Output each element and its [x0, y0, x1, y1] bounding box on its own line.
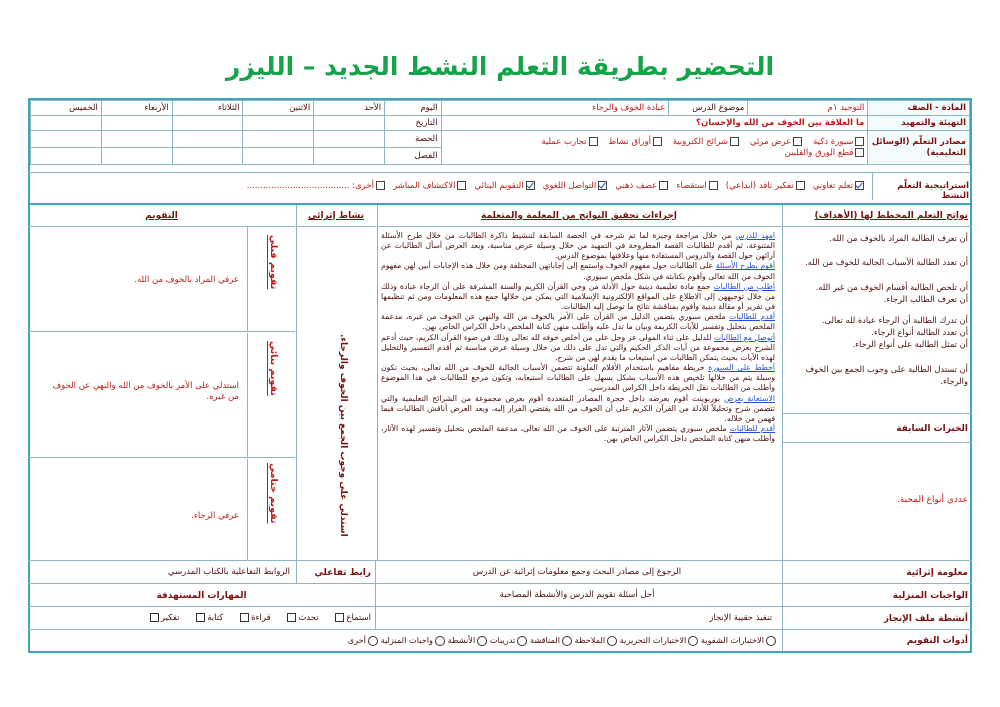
- tool-8: أخرى: [347, 635, 366, 645]
- strategy-item-4: عصف ذهني: [615, 181, 658, 191]
- tool-6: الأنشطة: [447, 635, 476, 645]
- tool-1: الاختبارات الشفوية: [700, 635, 764, 645]
- tools-row: [28, 630, 972, 651]
- header-table: [30, 100, 970, 165]
- resource-3: شرائح الكترونية: [672, 137, 729, 148]
- tool-4: المناقشة: [529, 635, 561, 645]
- procedure-2: أقوم بطرح الأسئلة على الطالبات حول مفهوم الخوف واستمع إلى إجاباتهن المختلفة ومن خلال هذه الإجابات أبين لهن مفهوم الخوف من الله تعالى وأقوم بكتابته في شكل ملخص سبوري.: [381, 261, 775, 281]
- outcome-4: أن تعرف الطالب الرجاء.: [883, 293, 968, 304]
- strategy-items: [247, 181, 864, 191]
- resource-1: سبورة ذكية: [813, 137, 854, 148]
- tools-label: أدوات التقويم: [782, 630, 972, 651]
- procedure-8: أقدم للطالبات ملخص سبوري يتضمن الآثار المترتبة على الخوف من الله تعالى، مدعمة الملخص بتحليل وتفسير لهذه الآثار، وأطلب منهن كتابة الملخص داخل الكراس الخاص بهن.: [381, 423, 776, 444]
- class-label: الفصل: [385, 148, 441, 165]
- strategy-label: استراتيجية التعلّم النشط: [872, 173, 972, 200]
- strategy-item-5: التواصل اللغوي: [542, 181, 597, 191]
- strategy-item-2: تفكير ناقد (ابداعي): [725, 181, 794, 191]
- resources-list: [441, 131, 868, 165]
- day-4: الأربعاء: [101, 101, 172, 116]
- procedures-column: [377, 205, 781, 561]
- tool-5: تدريبات: [489, 635, 516, 645]
- main-body: [28, 203, 972, 561]
- subject-label: المادة - الصف: [868, 101, 970, 116]
- outcome-3: أن تلخص الطالبة أقسام الخوف من غير الله.: [815, 282, 968, 293]
- skill-4: كتابة: [207, 613, 224, 623]
- skill-1: استماع: [346, 613, 371, 623]
- strategy-item-3: استقصاء: [676, 181, 707, 191]
- link-label: رابط تفاعلي: [296, 561, 376, 584]
- outcomes-column: [782, 205, 972, 561]
- homework-value: أحل أسئلة تقويم الدرس والأنشطة المصاحبة: [499, 590, 655, 600]
- tools-list: [348, 635, 776, 646]
- intro-label: التهيئة والتمهيد: [868, 116, 970, 131]
- evaluation-type-3: تقويم ختامي: [268, 463, 279, 524]
- topic-value: عبادة الخوف والرجاء: [441, 101, 669, 116]
- enrichment-label: معلومة إثرائية: [782, 561, 972, 584]
- procedure-4: أقدم للطالبات ملخص سبوري يتضمن الدليل من القرآن على الأمر بالخوف من الله والنهي عن الخوف من غيره، مدعمة الملخص بتحليل وتفسير للآيات الكريمة وبيان ما تدل عليه وأطلب منهن كتابة الملخص داخل الكراس الخاص بهن.: [381, 312, 775, 332]
- outcome-8: أن تستدل الطالبة على وجوب الجمع بين الخوف والرجاء.: [805, 364, 968, 386]
- tool-3: الملاحظة: [574, 635, 606, 645]
- skills-list: [28, 607, 376, 630]
- homework-label: الواجبات المنزلية: [782, 584, 972, 607]
- page-title: التحضير بطريقة التعلم النشط الجديد – الليزر: [225, 52, 775, 81]
- skill-3: قراءة: [251, 613, 271, 623]
- strategy-item-8: أخرى: ......................................: [246, 181, 374, 191]
- prior-value: عددي أنواع المحبة.: [896, 495, 968, 505]
- evaluation-text-2: استدلي على الأمر بالخوف من الله والنهي عن الخوف من غيره.: [52, 381, 239, 403]
- evaluation-type-1: تقويم قبلي: [268, 235, 279, 290]
- activity-column: [296, 205, 376, 561]
- enrichment-row: [28, 561, 972, 584]
- resources-label: مصادر التعلّم (الوسائل التعليمية): [868, 131, 970, 165]
- outcome-1: أن تعرف الطالبة المراد بالخوف من الله.: [829, 233, 968, 243]
- portfolio-label: أنشطة ملف الإنجاز: [782, 607, 972, 630]
- procedure-1: امهد للدرس من خلال مراجعة وجيزة لما تم شرحه في الحصة السابقة لتنشيط ذاكرة الطالبات من خلال طرح الأسئلة المتنوعة، ثم أقدم للطالبات القصة المطروحة في التمهيد من خلال وسيلة عرض مناسبة، وبعد العرض أسأل الطالبات عن آرائهن حول القصة والدروس المستفادة منها وعلاقتها بموضوع الدرس.: [381, 231, 776, 261]
- period-label: الحصة: [385, 131, 441, 148]
- evaluation-column: [28, 205, 295, 561]
- day-5: الخميس: [31, 101, 102, 116]
- outcome-2: أن تعدد الطالبة الأسباب الجالبة للخوف من الله.: [805, 256, 968, 267]
- evaluation-row-3: [28, 459, 295, 561]
- prior-label: الخبرات السابقة: [782, 413, 972, 443]
- topic-label: موضوع الدرس: [669, 101, 748, 116]
- activity-text: استدلي على وجوب الجمع بين الخوف والرجاء.: [338, 334, 348, 537]
- evaluation-text-3: عرفي الرجاء.: [191, 511, 239, 521]
- tool-2: الاختبارات التحريرية: [619, 635, 687, 645]
- resource-6: قطع الورق والقلبين: [784, 147, 854, 158]
- homework-row: [28, 584, 972, 607]
- tool-7: واجبات المنزلية: [380, 635, 433, 645]
- procedure-6: أخطط على السبورة خريطة مفاهيم باستخدام الأقلام الملونة تتضمن الأسباب الجالبة للخوف من الله تعالى، بحيث تكون وسيلة يتم من خلالها تلخيص هذه الأسباب بشكل يسهل على الطالبات استيعابه، وتكون مرجع للطالبات في هذا الموضوع وأطلب من الطالبات نقل الخريطة داخل الكراس المدرسي.: [381, 363, 775, 393]
- enrichment-value: الرجوع إلى مصادر البحث وجمع معلومات إثرائية عن الدرس: [472, 567, 682, 577]
- procedures-text: [381, 231, 775, 444]
- intro-value: ما العلاقة بين الخوف من الله والإحسان؟: [441, 116, 868, 131]
- resource-2: عرض مرئي: [749, 137, 792, 148]
- outcome-7: أن تمثل الطالبة على أنواع الرجاء.: [852, 338, 968, 349]
- skills-label: المهارات المستهدفة: [28, 584, 376, 607]
- outcomes-list: [786, 233, 968, 387]
- skill-2: تحدث: [298, 613, 319, 623]
- resource-5: تجارب عملية: [541, 137, 587, 148]
- link-value: الروابط التفاعلية بالكتاب المدرسي: [167, 567, 290, 577]
- portfolio-row: [28, 607, 972, 630]
- outcomes-header: نواتج التعلم المخطط لها (الأهداف): [782, 205, 972, 227]
- procedure-7: الاستعانة بعرض بوربوينت أقوم بعرضه داخل حجرة المصادر المتعددة أقوم بعرض مجموعة من الشرائح التعليمية والتي تتضمن شرح وتحليلاً للأدلة من القرآن الكريم على أن الخوف من الله يقتضي الفرار إليه، وبعد العرض أناقش الطالبات فيما فهمن من خلاله.: [381, 393, 775, 423]
- day-label: اليوم: [385, 101, 441, 116]
- evaluation-header: التقويم: [28, 205, 295, 227]
- portfolio-value: تنفيذ حقيبة الإنجاز: [709, 613, 772, 623]
- evaluation-row-2: [28, 333, 295, 458]
- skill-5: تفكير: [160, 613, 180, 623]
- evaluation-type-2: تقويم بنائي: [268, 341, 279, 396]
- procedure-5: أتوصل مع الطالبات للدليل على ثناء المولى عز وجل على من أخلص خوفه لله تعالى وذلك في ضوء القرآن الكريم، حيث أدعم الشرح بعرض مجموعة من آيات الذكر الحكيم والتي تدل على ذلك من خلال وسيلة عرض مناسبة ثم أقدم التفسير والتحليل لهذه الآيات بحيث يتمكن الطالبات من استيعاب ما يقدم لهن من شرح.: [381, 332, 775, 362]
- procedures-header: إجراءات تحقيق النواتج من المعلمة والمتعلمة: [377, 205, 781, 227]
- resource-4: أوراق نشاط: [608, 137, 651, 148]
- outcome-6: أن تعدد الطالبة أنواع الرجاء.: [871, 327, 968, 338]
- subject-value: التوحيد ١م: [748, 101, 868, 116]
- bottom-section: [28, 561, 972, 653]
- date-label: التاريخ: [385, 116, 441, 131]
- strategy-item-7: الاكتشاف المباشر: [393, 181, 456, 191]
- strategy-row: [28, 172, 972, 200]
- strategy-item-1: تعلم تعاوني: [812, 181, 853, 191]
- activity-header: نشاط إثرائي: [296, 205, 376, 227]
- day-3: الثلاثاء: [172, 101, 243, 116]
- evaluation-row-1: [28, 227, 295, 332]
- strategy-item-6: التقويم البنائي: [474, 181, 524, 191]
- day-1: الأحد: [314, 101, 385, 116]
- outcome-5: أن تدرك الطالبة أن الرجاء عبادة لله تعالى.: [821, 315, 968, 326]
- evaluation-text-1: عرفي المراد بالخوف من الله.: [134, 275, 239, 285]
- procedure-3: أطلب من الطالبات جمع مادة تعليمية دينية حول الأدلة من وحي القرآن الكريم والسنة المشرفة على أن الرجاء عبادة وذلك من خلال توجيههن إلى الاطلاع على المواقع الإلكترونية الإسلامية التي يمكن من خلالها جمع هذه المعلومات ومن ثم تنظيمها في تقرير أو مقالة دينية وأقوم بمناقشة نتائج ما توصل إليه الطالبات.: [381, 281, 775, 312]
- day-2: الاثنين: [243, 101, 314, 116]
